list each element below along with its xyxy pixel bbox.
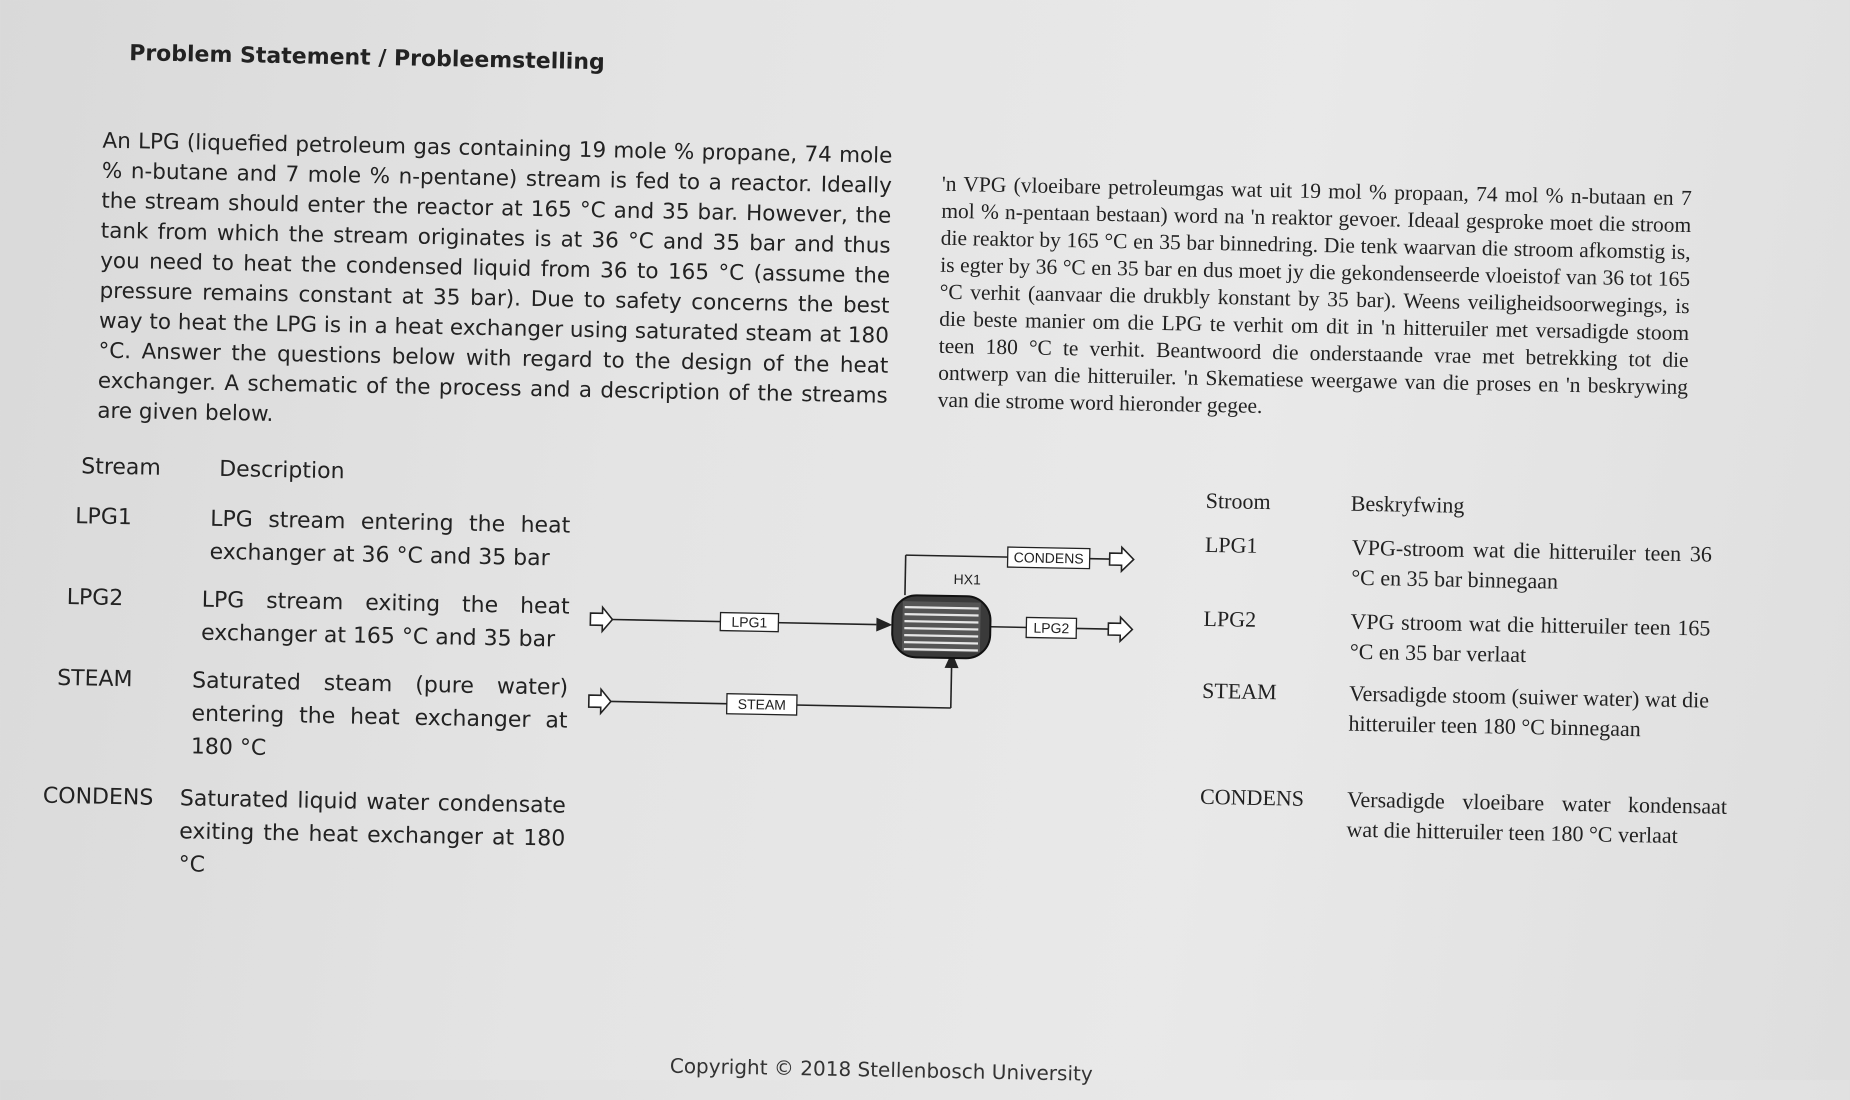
table-en-desc-steam: Saturated steam (pure water) entering the heat exchanger at 180 °C <box>190 668 569 761</box>
steam-feed-arrow-icon <box>589 689 611 713</box>
table-af-stream-lpg2: LPG2 <box>1203 605 1257 632</box>
table-en-header-stream: Stream <box>81 454 162 481</box>
table-af-desc-steam: Versadigde stoom (suiwer water) wat die hitteruiler teen 180 °C binnegaan <box>1348 680 1710 742</box>
table-en-stream-lpg1: LPG1 <box>75 504 133 531</box>
condens-stream <box>905 543 1134 599</box>
problem-statement-english: An LPG (liquefied petroleum gas containing 19 mole % propane, 74 mole % n-butane and 7 mole % n-pentane) stream is fed to a reactor. Ideally the stream should enter the reactor at 165 °C and 35 bar. However, the tank from which the stream originates is at 36 °C and 35 bar and thus you need to heat the condensed liquid from 36 to 165 °C (assume the pressure remains constant at 35 bar). Due to safety concerns the best way to heat the LPG is in a heat exchanger using saturated steam at 180 °C. Answer the questions below with regard to the design of the heat exchanger. A schematic of the process and a description of the streams are given below. <box>97 128 893 427</box>
lpg2-stream <box>990 615 1132 642</box>
process-flow-diagram <box>585 549 1209 821</box>
condens-tag: CONDENS <box>1013 549 1084 567</box>
table-af-header-description: Beskryfwing <box>1350 490 1465 518</box>
table-af-desc-condens: Versadigde vloeibare water kondensaat wat die hitteruiler teen 180 °C verlaat <box>1346 786 1728 848</box>
table-en-desc-lpg2: LPG stream exiting the heat exchanger at 165 °C and 35 bar <box>200 587 570 653</box>
problem-statement-afrikaans: 'n VPG (vloeibare petroleumgas wat uit 19 mol % propaan, 74 mol % n-butaan en 7 mol % n-pentaan bestaan) word na 'n reaktor gevoer. Ideaal gesproke moet die stroom die reaktor by 165 °C en 35 bar binnedring. Die tenk waarvan die stroom afkomstig is, is egter by 36 °C en 35 bar en dus moet jy die gekondenseerde vloeistof van 36 tot 165 °C verhit (aanvaar die drukbly konstant by 35 bar). Weens veiligheidsoorwegings, is die beste manier om die LPG te verhit om dit in 'n hitteruiler met versadigde stoom teen 180 °C te verhit. Beantwoord die onderstaande vrae met betrekking tot die ontwerp van die hitteruiler. 'n Skematiese weergawe van die proses en 'n beskrywing van die strome word hieronder gegee. <box>937 171 1692 418</box>
table-en-stream-steam: STEAM <box>56 665 133 693</box>
table-af-stream-steam: STEAM <box>1201 677 1277 705</box>
lpg1-feed-arrow-icon <box>590 607 612 631</box>
table-af-desc-lpg1: VPG-stroom wat die hitteruiler teen 36 °C en 35 bar binnegaan <box>1351 534 1713 594</box>
hx1-label: HX1 <box>953 571 982 588</box>
lpg1-stream <box>590 607 892 637</box>
table-af-header-stream: Stroom <box>1205 487 1271 515</box>
table-af-desc-lpg2: VPG stroom wat die hitteruiler teen 165 °C en 35 bar verlaat <box>1349 608 1711 668</box>
steam-stream <box>589 645 959 720</box>
condens-outlet-arrow-icon <box>1109 547 1133 571</box>
table-en-header-description: Description <box>218 456 345 485</box>
table-en-desc-condens: Saturated liquid water condensate exiting the heat exchanger at 180 °C <box>178 786 567 878</box>
copyright-footer: Copyright © 2018 Stellenbosch University <box>669 1053 1093 1086</box>
table-en-stream-condens: CONDENS <box>42 783 154 811</box>
steam-tag: STEAM <box>737 695 787 713</box>
lpg1-tag: LPG1 <box>731 613 768 631</box>
table-en-stream-lpg2: LPG2 <box>66 585 124 612</box>
lpg1-flow-arrowhead-icon <box>876 618 892 632</box>
table-af-stream-condens: CONDENS <box>1199 783 1305 811</box>
table-en-desc-lpg1: LPG stream entering the heat exchanger at 36 °C and 35 bar <box>209 506 571 572</box>
lpg2-tag: LPG2 <box>1033 619 1070 637</box>
lpg2-outlet-arrow-icon <box>1108 617 1132 641</box>
page-title: Problem Statement / Probleemstelling <box>128 41 605 76</box>
heat-exchanger-hx1-icon <box>892 595 991 659</box>
table-af-stream-lpg1: LPG1 <box>1204 531 1258 558</box>
